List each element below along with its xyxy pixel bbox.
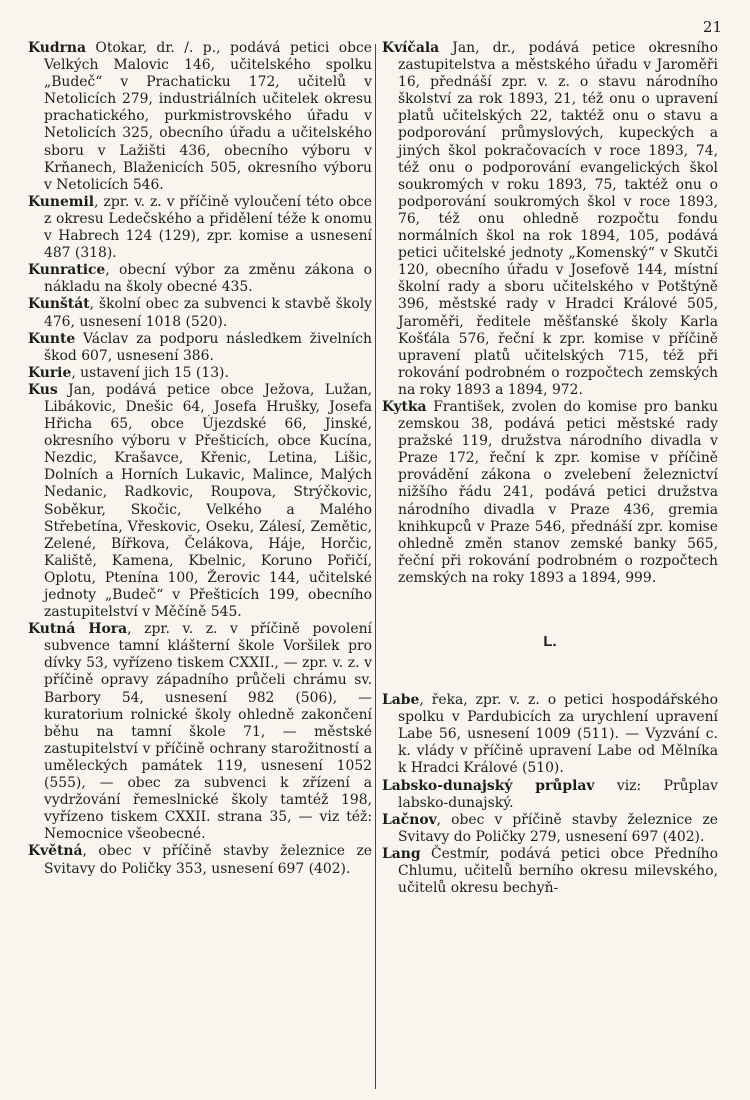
index-entry-kunratice [28,262,372,296]
entry-text: Václav za podporu následkem živelních škod 607, usnesení 386. [44,330,372,364]
entry-term: Labe [382,692,420,709]
left-column [28,40,372,878]
index-entry-kvicala [382,40,718,399]
entry-text: , zpr. v. z. v příčině povolení subvence tamní klášterní škole Voršilek pro dívky 53, vyřízeno tiskem CXXII., — zpr. v. z. v příčině opravy západního průčeli chrámu sv. Barbory 54, usnesení 982 (506), — kuratorium rolnické školy ohledně zakončení běhu na tamní škole 71, — městské zastupitelství v příčině ochrany starožitností a uměleckých památek 119, usnesení 1052 (555), — obec za subvenci k zřízení a vydržování řemeslnické školy tamtéž 198, vyřízeno tiskem CXXII. strana 35, — viz též: Nemocnice všeobecné. [44,621,372,843]
index-entry-kvetna [28,843,372,877]
index-entry-lang [382,846,718,897]
entry-term: Lang [382,845,421,862]
index-entry-lacnov [382,812,718,846]
index-entry-kunstat [28,296,372,330]
entry-term: Květná [28,843,83,860]
index-entry-kunemil [28,194,372,262]
index-entry-kytka [382,399,718,587]
entry-term: Kunštát [28,296,90,313]
entry-text: Čestmír, podává petici obce Předního Chlumu, učitelů berního okresu milevského, učitelů okresu bechyň- [398,845,718,897]
entry-term: Kunratice [28,262,106,279]
section-heading-l: L. [543,633,557,650]
right-column [382,40,718,897]
entry-text: Jan, podává petice obce Ježova, Lužan, Libákovic, Dnešic 64, Josefa Hrušky, Josefa Hřicha 65, obce Újezdské 66, Jinské, okresního výboru v Přešticích, obce Kucína, Nezdic, Krašavce, Křenic, Letina, Lišic, Dolních a Horních Lukavic, Malince, Malých Nedanic, Radkovic, Roupova, Strýčkovic, Soběkur, Skočic, Velkého a Malého Střebetína, Vřeskovic, Oseku, Zálesí, Zemětic, Zelené, Bířkova, Čelákova, Háje, Horčic, Kaliště, Kamena, Kbelnic, Koruno Pořičí, Oplotu, Ptenína 100, Žerovic 144, učitelské jednoty „Budeč“ v Přešticích 199, obecního zastupitelství v Měčíně 545. [44,381,372,621]
entry-term: Kunte [28,330,76,347]
entry-text: , zpr. v. z. v příčině vyloučení této obce z okresu Ledečského a přidělení téže k onomu v Habrech 124 (129), zpr. komise a usnesení 487 (318). [44,193,372,262]
entry-term: Kvíčala [382,40,440,56]
entry-text: , řeka, zpr. v. z. o petici hospodářského spolku v Pardubicích za urychlení upravení Labe 56, usnesení 1009 (511). — Vyzvání c. k. vlády v příčině upravení Labe od Mělníka k Hradci Králové (510). [398,692,718,777]
index-entry-kus [28,382,372,621]
entry-text: viz: Průplav labsko-dunajský. [398,777,718,811]
entry-text: František, zvolen do komise pro banku zemskou 38, podává petici městské rady pražské 119, družstva národního divadla v Praze 172, řeční k zpr. komise v příčině provádění zákona o zvelebení železnictví nižšího řádu 241, podává petici družstva národního divadla v Praze 436, gremia knihkupců v Praze 546, přednáší zpr. komise ohledně změn stanov zemské banky 565, řeční při rokování podrobném o rozpočtech zemských na roky 1893 a 1894, 999. [398,398,718,586]
entry-text: , obec v příčině stavby železnice ze Svitavy do Poličky 353, usnesení 697 (402). [44,843,372,877]
entry-text: , obec v příčině stavby železnice ze Svitavy do Poličky 279, usnesení 697 (402). [398,811,718,845]
index-entry-labsko-dunajsky [382,778,718,812]
entry-term: Lačnov [382,811,437,828]
entry-text: Jan, dr., podává petice okresního zastupitelstva a městského úřadu v Jaroměři 16, přednáší zpr. v. z. o stavu národního školství za rok 1893, 21, též onu o upravení platů učitelských 22, taktéž onu o stavu a podporování průmyslových, kupeckých a jiných škol pokračovacích v roce 1893, 74, též onu o podporování evangelických škol soukromých v roku 1893, 75, taktéž onu o podporování soukromých škol v roce 1893, 76, též onu ohledně rozpočtu fondu normálních škol na rok 1894, 105, podává petici učitelské jednoty „Komenský“ v Skutči 120, obecního úřadu v Josefově 144, místní školní rady a sboru učitelského v Potštýně 396, městské rady v Hradci Králové 505, Jaroměři, ředitele měšťanské školy Karla Košťála 576, řeční k zpr. komise v příčině upravení platů učitelských 715, též při rokování podrobném o rozpočtech zemských na roky 1893 a 1894, 972. [398,40,718,398]
index-entry-kutna-hora [28,621,372,843]
entry-term: Kus [28,381,58,398]
entry-text: , obecní výbor za změnu zákona o nákladu na školy obecné 435. [44,262,372,296]
entry-term: Labsko-dunajský průplav [382,777,595,794]
index-entry-kurie [28,365,372,382]
entry-term: Kytka [382,398,427,415]
page-number: 21 [702,18,722,36]
entry-text: , ustavení jich 15 (13). [71,364,229,381]
index-entry-kunte [28,331,372,365]
entry-term: Kutná Hora [28,621,128,638]
entry-term: Kurie [28,364,72,381]
entry-term: Kudrna [28,40,86,56]
entry-text: Otokar, dr. /. p., podává petici obce Velkých Malovic 146, učitelského spolku „Budeč“ v Prachaticku 172, učitelů v Netolicích 279, industriálních učitelek okresu prachatického, purkmistrovského úřadu v Netolicích 325, obecního úřadu a učitelského sboru v Lažišti 436, obecního výboru v Krňanech, Blaženicích 505, okresního výboru v Netolicích 546. [44,40,372,193]
entry-term: Kunemil [28,193,95,210]
index-entry-labe [382,692,718,777]
index-entry-kudrna [28,40,372,194]
entry-text: , školní obec za subvenci k stavbě školy 476, usnesení 1018 (520). [44,296,372,330]
column-divider [375,44,376,1089]
